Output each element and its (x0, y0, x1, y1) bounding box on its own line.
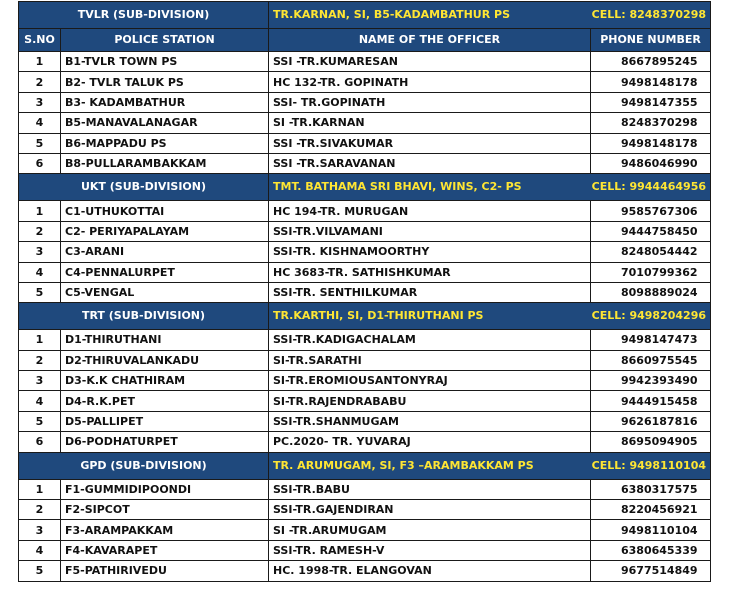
sub-division-header (19, 2, 711, 29)
cell-officer: SSI-TR. KISHNAMOORTHY (269, 242, 591, 262)
head-officer: TR. ARUMUGAM, SI, F3 –ARAMBAKKAM PS (273, 458, 534, 472)
cell-sno: 1 (19, 330, 61, 350)
cell-sno: 5 (19, 561, 61, 581)
cell-station: C4-PENNALURPET (61, 262, 269, 282)
police-contact-sheet (18, 1, 710, 582)
cell-phone: 8248054442 (591, 242, 711, 262)
head-cell: CELL: 9498204296 (591, 309, 706, 323)
head-officer: TR.KARNAN, SI, B5-KADAMBATHUR PS (273, 8, 511, 21)
table-row (19, 432, 711, 452)
cell-officer: SSI-TR.VILVAMANI (269, 221, 591, 241)
table-row (19, 330, 711, 350)
cell-officer: SSI- TR.GOPINATH (269, 92, 591, 112)
cell-phone: 7010799362 (591, 262, 711, 282)
cell-station: D2-THIRUVALANKADU (61, 350, 269, 370)
sub-division-header (19, 303, 711, 330)
sub-division-head (269, 174, 711, 201)
cell-phone: 9585767306 (591, 201, 711, 221)
cell-station: B6-MAPPADU PS (61, 133, 269, 153)
cell-station: F4-KAVARAPET (61, 540, 269, 560)
head-cell: CELL: 9944464956 (591, 180, 706, 194)
cell-officer: SI -TR.KARNAN (269, 113, 591, 133)
sub-division-name: GPD (SUB-DIVISION) (19, 452, 269, 479)
cell-sno: 3 (19, 242, 61, 262)
cell-station: B1-TVLR TOWN PS (61, 52, 269, 72)
table-row (19, 92, 711, 112)
column-sno: S.NO (19, 29, 61, 52)
sub-division-head (269, 452, 711, 479)
cell-station: F5-PATHIRIVEDU (61, 561, 269, 581)
column-officer: NAME OF THE OFFICER (269, 29, 591, 52)
table-row (19, 282, 711, 302)
cell-sno: 6 (19, 432, 61, 452)
cell-officer: SI-TR.EROMIOUSANTONYRAJ (269, 371, 591, 391)
cell-sno: 3 (19, 92, 61, 112)
table-row (19, 411, 711, 431)
cell-officer: HC 132-TR. GOPINATH (269, 72, 591, 92)
cell-sno: 3 (19, 371, 61, 391)
cell-phone: 9486046990 (591, 153, 711, 173)
cell-station: F1-GUMMIDIPOONDI (61, 479, 269, 499)
cell-station: B5-MANAVALANAGAR (61, 113, 269, 133)
table-row (19, 52, 711, 72)
cell-officer: SSI-TR. RAMESH-V (269, 540, 591, 560)
table-row (19, 113, 711, 133)
column-phone: PHONE NUMBER (591, 29, 711, 52)
cell-officer: SSI-TR.BABU (269, 479, 591, 499)
head-officer: TR.KARTHI, SI, D1-THIRUTHANI PS (273, 309, 484, 323)
cell-officer: HC. 1998-TR. ELANGOVAN (269, 561, 591, 581)
cell-officer: SI-TR.RAJENDRABABU (269, 391, 591, 411)
cell-officer: SI-TR.SARATHI (269, 350, 591, 370)
cell-station: C3-ARANI (61, 242, 269, 262)
table-row (19, 153, 711, 173)
cell-station: D3-K.K CHATHIRAM (61, 371, 269, 391)
cell-station: F3-ARAMPAKKAM (61, 520, 269, 540)
table-row (19, 371, 711, 391)
cell-phone: 8220456921 (591, 500, 711, 520)
cell-phone: 8695094905 (591, 432, 711, 452)
sub-division-name: TVLR (SUB-DIVISION) (19, 2, 269, 29)
table-row (19, 242, 711, 262)
cell-phone: 9498147355 (591, 92, 711, 112)
cell-station: C5-VENGAL (61, 282, 269, 302)
table-row (19, 520, 711, 540)
cell-sno: 5 (19, 411, 61, 431)
cell-station: D1-THIRUTHANI (61, 330, 269, 350)
cell-sno: 4 (19, 391, 61, 411)
table-row (19, 500, 711, 520)
cell-phone: 9626187816 (591, 411, 711, 431)
cell-sno: 1 (19, 52, 61, 72)
table-row (19, 133, 711, 153)
cell-officer: SSI-TR. SENTHILKUMAR (269, 282, 591, 302)
table-row (19, 479, 711, 499)
cell-sno: 4 (19, 262, 61, 282)
head-officer: TMT. BATHAMA SRI BHAVI, WINS, C2- PS (273, 180, 522, 194)
cell-officer: SSI -TR.KUMARESAN (269, 52, 591, 72)
cell-phone: 9444758450 (591, 221, 711, 241)
cell-officer: SSI -TR.SARAVANAN (269, 153, 591, 173)
cell-sno: 6 (19, 153, 61, 173)
cell-officer: HC 3683-TR. SATHISHKUMAR (269, 262, 591, 282)
cell-officer: SSI -TR.SIVAKUMAR (269, 133, 591, 153)
sub-division-head (269, 2, 711, 29)
sub-division-head (269, 303, 711, 330)
table-row (19, 221, 711, 241)
cell-officer: SSI-TR.SHANMUGAM (269, 411, 591, 431)
cell-sno: 5 (19, 282, 61, 302)
cell-sno: 3 (19, 520, 61, 540)
sub-division-header (19, 174, 711, 201)
cell-phone: 8248370298 (591, 113, 711, 133)
cell-sno: 4 (19, 540, 61, 560)
table-row (19, 201, 711, 221)
table-row (19, 262, 711, 282)
cell-sno: 4 (19, 113, 61, 133)
cell-phone: 6380317575 (591, 479, 711, 499)
cell-phone: 9498148178 (591, 72, 711, 92)
cell-sno: 1 (19, 479, 61, 499)
cell-phone: 6380645339 (591, 540, 711, 560)
cell-phone: 9677514849 (591, 561, 711, 581)
column-station: POLICE STATION (61, 29, 269, 52)
cell-officer: SSI-TR.KADIGACHALAM (269, 330, 591, 350)
sub-division-header (19, 452, 711, 479)
cell-officer: HC 194-TR. MURUGAN (269, 201, 591, 221)
cell-phone: 8660975545 (591, 350, 711, 370)
cell-phone: 8098889024 (591, 282, 711, 302)
cell-sno: 2 (19, 221, 61, 241)
cell-officer: SSI-TR.GAJENDIRAN (269, 500, 591, 520)
cell-station: F2-SIPCOT (61, 500, 269, 520)
column-header-row (19, 29, 711, 52)
cell-officer: PC.2020- TR. YUVARAJ (269, 432, 591, 452)
cell-officer: SI -TR.ARUMUGAM (269, 520, 591, 540)
sub-division-name: UKT (SUB-DIVISION) (19, 174, 269, 201)
cell-phone: 9498147473 (591, 330, 711, 350)
table-row (19, 391, 711, 411)
cell-sno: 2 (19, 350, 61, 370)
table-row (19, 540, 711, 560)
sub-division-name: TRT (SUB-DIVISION) (19, 303, 269, 330)
cell-station: B8-PULLARAMBAKKAM (61, 153, 269, 173)
cell-station: D4-R.K.PET (61, 391, 269, 411)
head-cell: CELL: 8248370298 (591, 8, 706, 21)
cell-station: B2- TVLR TALUK PS (61, 72, 269, 92)
cell-station: D5-PALLIPET (61, 411, 269, 431)
cell-phone: 9444915458 (591, 391, 711, 411)
cell-phone: 9942393490 (591, 371, 711, 391)
cell-sno: 5 (19, 133, 61, 153)
table-row (19, 350, 711, 370)
cell-phone: 8667895245 (591, 52, 711, 72)
cell-phone: 9498148178 (591, 133, 711, 153)
cell-station: D6-PODHATURPET (61, 432, 269, 452)
cell-sno: 1 (19, 201, 61, 221)
table-row (19, 561, 711, 581)
head-cell: CELL: 9498110104 (591, 458, 706, 472)
cell-sno: 2 (19, 500, 61, 520)
cell-phone: 9498110104 (591, 520, 711, 540)
cell-sno: 2 (19, 72, 61, 92)
cell-station: B3- KADAMBATHUR (61, 92, 269, 112)
cell-station: C2- PERIYAPALAYAM (61, 221, 269, 241)
police-contact-table (18, 1, 711, 582)
table-row (19, 72, 711, 92)
cell-station: C1-UTHUKOTTAI (61, 201, 269, 221)
